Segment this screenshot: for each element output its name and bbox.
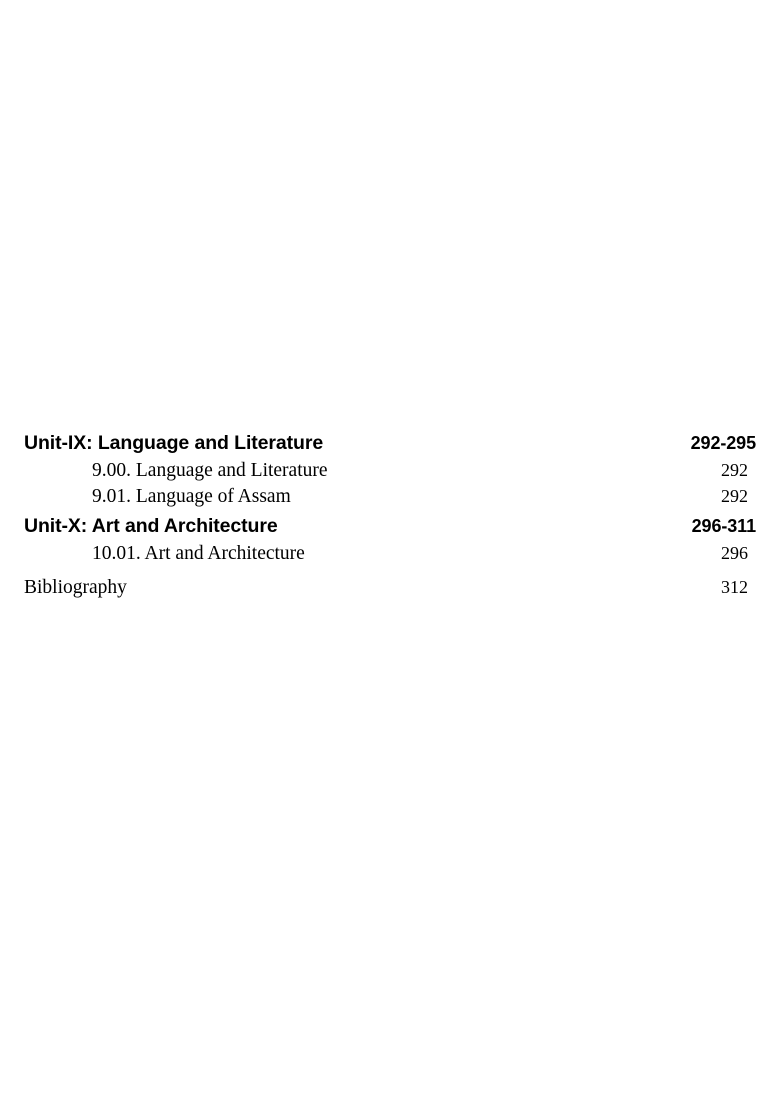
toc-entry-page: 296-311 xyxy=(691,516,756,536)
toc-entry-label: Unit-X: Art and Architecture xyxy=(24,515,278,537)
toc-entry-9-00 xyxy=(0,460,780,482)
toc-entry-label: 9.01. Language of Assam xyxy=(92,486,291,507)
toc-entry-9-01 xyxy=(0,486,780,508)
toc-entry-label: Bibliography xyxy=(24,577,127,598)
toc-entry-label: 9.00. Language and Literature xyxy=(92,460,328,481)
toc-entry-page: 312 xyxy=(721,577,748,597)
toc-entry-label: Unit-IX: Language and Literature xyxy=(24,432,324,454)
toc-entry-unit-x xyxy=(0,515,780,538)
toc-entry-page: 292-295 xyxy=(690,433,756,453)
table-of-contents xyxy=(0,432,780,599)
toc-entry-page: 296 xyxy=(721,543,748,563)
toc-entry-label: 10.01. Art and Architecture xyxy=(92,543,305,564)
toc-entry-unit-ix xyxy=(0,432,780,455)
toc-entry-page: 292 xyxy=(721,460,748,480)
toc-entry-page: 292 xyxy=(721,486,748,506)
toc-entry-bibliography xyxy=(0,577,780,599)
toc-entry-10-01 xyxy=(0,543,780,565)
